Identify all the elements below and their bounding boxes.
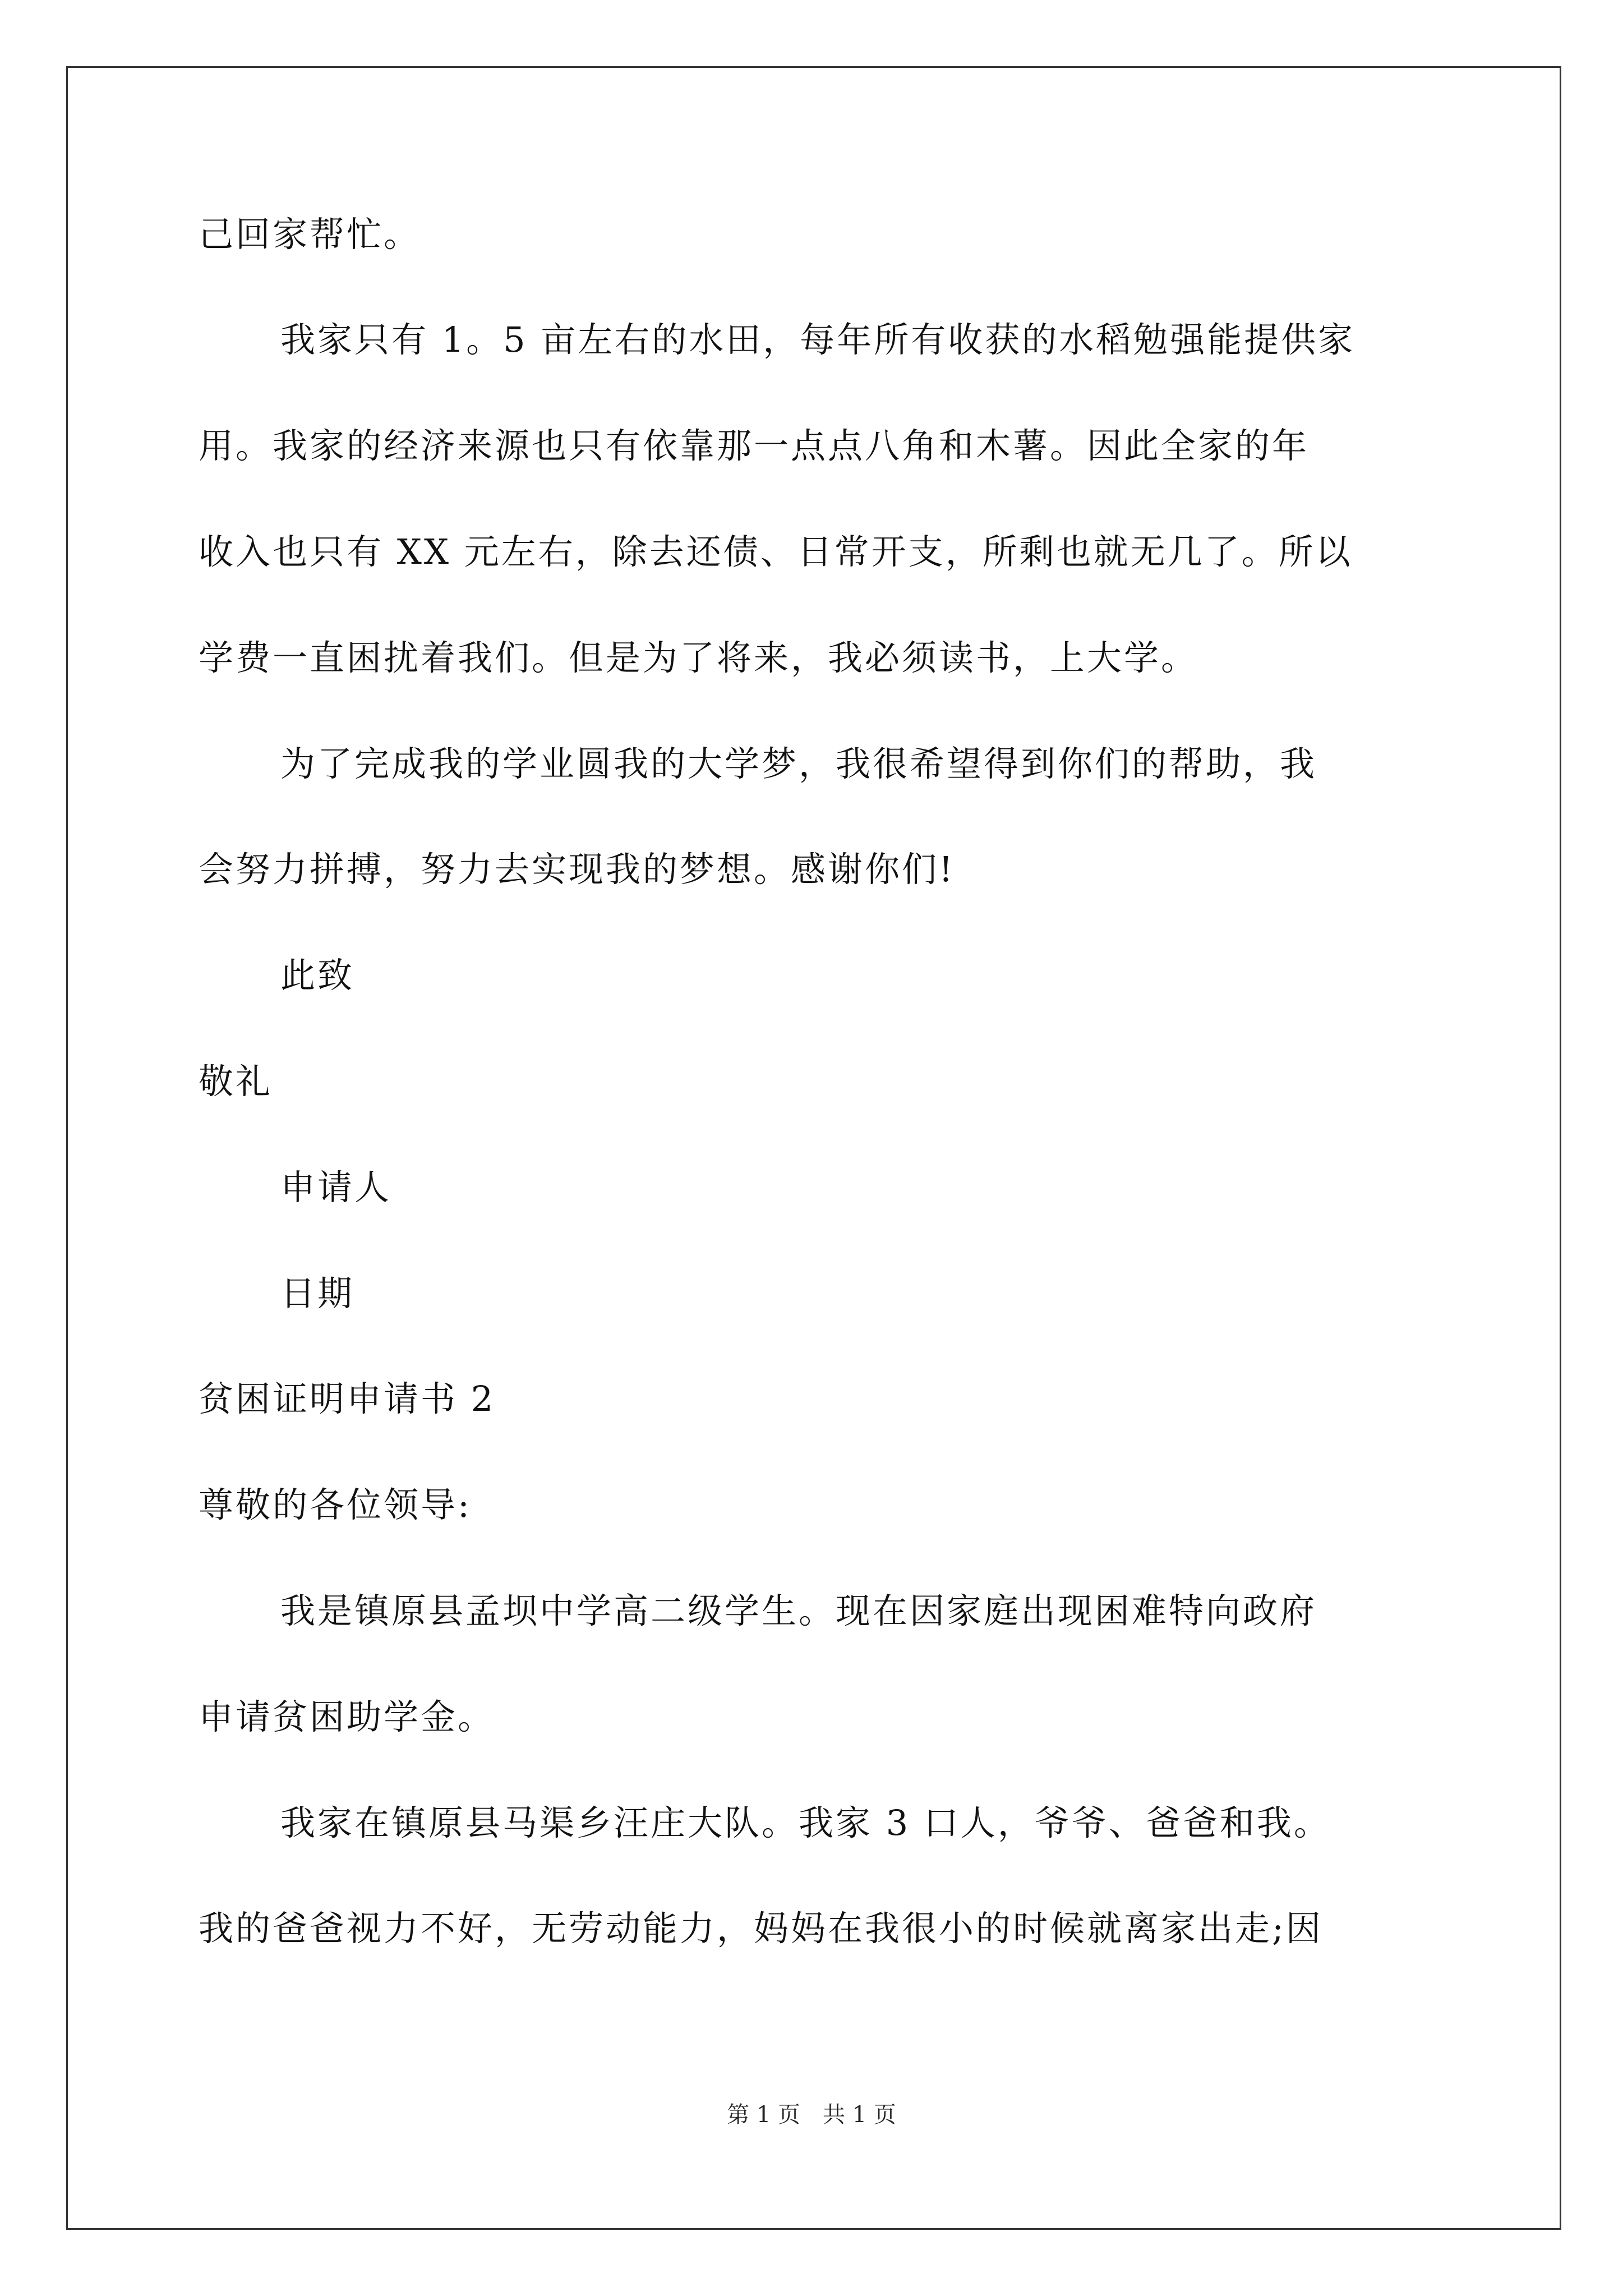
text-line-4: 收入也只有 XX 元左右，除去还债、日常开支，所剩也就无几了。所以 xyxy=(199,531,1353,572)
text-line-10: 申请人 xyxy=(280,1167,392,1208)
text-line-9: 敬礼 xyxy=(199,1061,273,1102)
text-line-2: 我家只有 1。5 亩左右的水田，每年所有收获的水稻勉强能提供家 xyxy=(280,319,1355,360)
text-line-3: 用。我家的经济来源也只有依靠那一点点八角和木薯。因此全家的年 xyxy=(199,425,1310,466)
text-line-13: 尊敬的各位领导: xyxy=(199,1484,472,1525)
text-line-11: 日期 xyxy=(280,1273,355,1314)
text-line-8: 此致 xyxy=(280,955,355,996)
page-footer xyxy=(0,2101,1623,2129)
text-line-1: 己回家帮忙。 xyxy=(199,214,421,255)
text-line-16: 我家在镇原县马渠乡汪庄大队。我家 3 口人，爷爷、爸爸和我。 xyxy=(280,1802,1331,1843)
text-line-12: 贫困证明申请书 2 xyxy=(199,1378,496,1419)
text-line-7: 会努力拼搏，努力去实现我的梦想。感谢你们! xyxy=(199,849,955,890)
page-total: 共 1 页 xyxy=(823,2102,896,2128)
page-number: 第 1 页 xyxy=(727,2102,800,2128)
text-line-6: 为了完成我的学业圆我的大学梦，我很希望得到你们的帮助，我 xyxy=(280,743,1317,784)
text-line-15: 申请贫困助学金。 xyxy=(199,1696,495,1737)
text-line-14: 我是镇原县孟坝中学高二级学生。现在因家庭出现困难特向政府 xyxy=(280,1590,1317,1631)
text-line-17: 我的爸爸视力不好，无劳动能力，妈妈在我很小的时候就离家出走;因 xyxy=(199,1908,1323,1949)
text-line-5: 学费一直困扰着我们。但是为了将来，我必须读书，上大学。 xyxy=(199,637,1198,678)
page-border xyxy=(66,66,1561,2230)
